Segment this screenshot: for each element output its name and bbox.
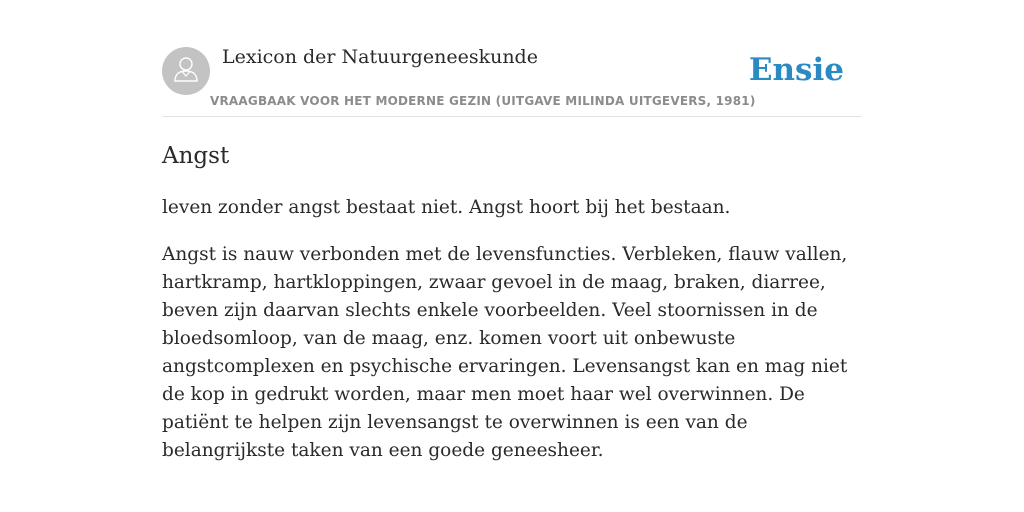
- page-title: Angst: [162, 143, 230, 169]
- entry-header: [162, 40, 862, 117]
- avatar[interactable]: [162, 47, 210, 95]
- entry-paragraph-1: leven zonder angst bestaat niet. Angst hoort bij het bestaan.: [162, 197, 731, 218]
- brand-logo[interactable]: Ensie: [748, 52, 844, 88]
- source-title[interactable]: Lexicon der Natuurgeneeskunde: [222, 46, 538, 68]
- user-icon: [171, 54, 201, 89]
- entry-paragraph-2: Angst is nauw verbonden met de levensfuncties. Verbleken, flauw vallen, hartkramp, hartkloppingen, zwaar gevoel in de maag, braken, diarree, beven zijn daarvan slechts enkele voorbeelden. Veel stoornissen in de bloedsomloop, van de maag, enz. komen voort uit onbewuste angstcomplexen en psychische ervaringen. Levensangst kan en mag niet de kop in gedrukt worden, maar men moet haar wel overwinnen. De patiënt te helpen zijn levensangst te overwinnen is een van de belangrijkste taken van een goede geneesheer.: [162, 244, 848, 461]
- source-subtitle: VRAAGBAAK VOOR HET MODERNE GEZIN (UITGAVE MILINDA UITGEVERS, 1981): [210, 94, 756, 108]
- entry-card: [162, 40, 862, 465]
